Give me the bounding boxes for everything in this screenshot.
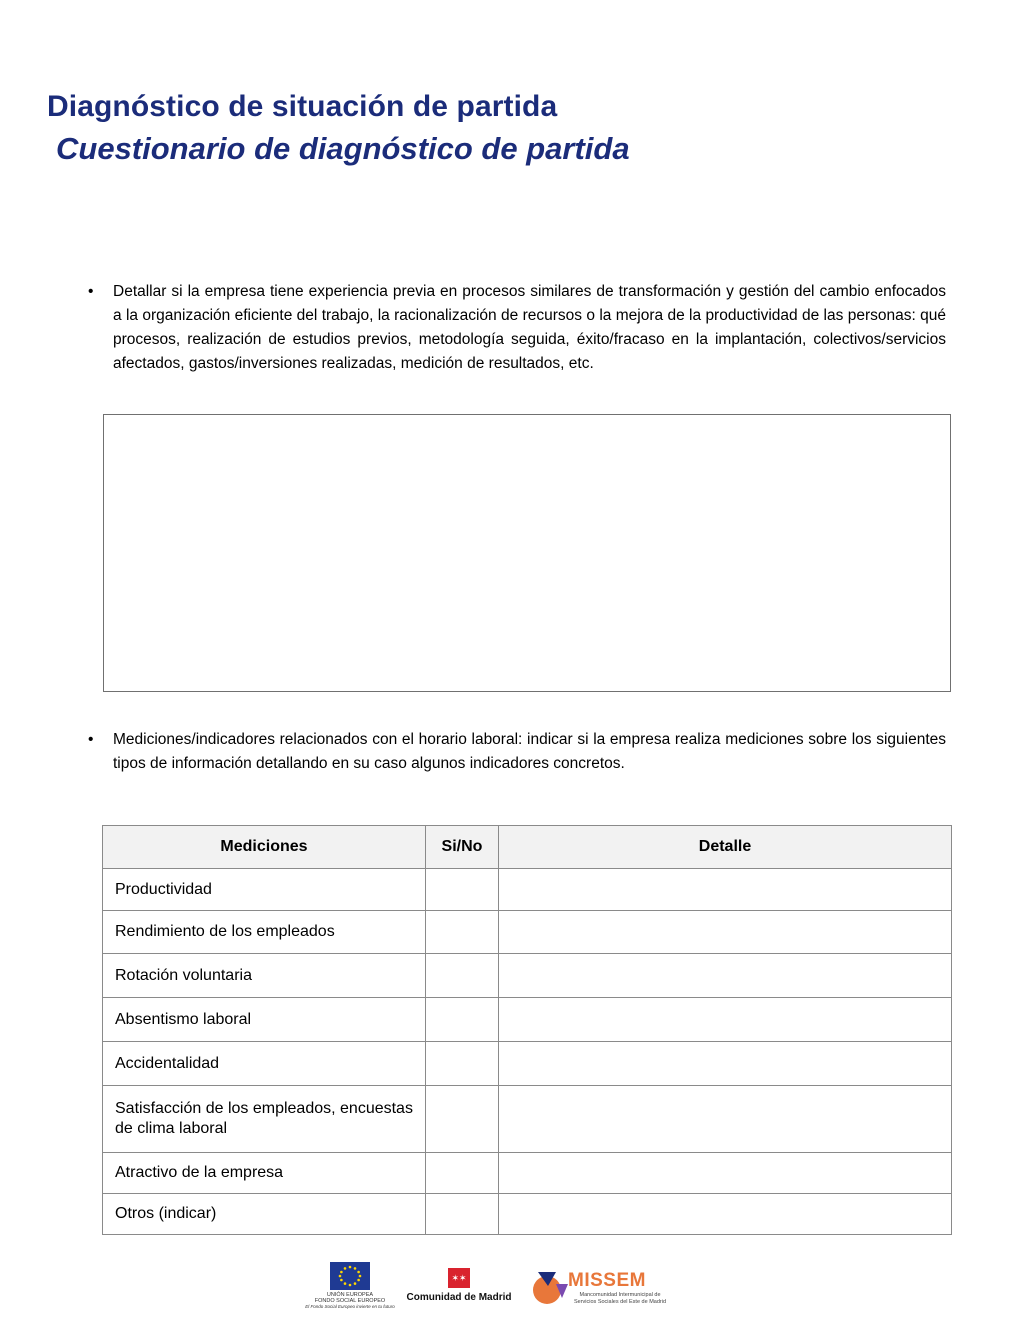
madrid-flag-icon: ✶✶ <box>448 1268 470 1288</box>
eu-logo-motto: El Fondo Social Europeo invierte en tu futuro <box>305 1304 395 1309</box>
comunidad-madrid-logo <box>398 1268 520 1303</box>
si-no-cell[interactable] <box>426 1194 499 1235</box>
detalle-cell[interactable] <box>499 998 952 1042</box>
row-label: Rendimiento de los empleados <box>103 911 426 954</box>
detalle-cell[interactable] <box>499 869 952 911</box>
si-no-cell[interactable] <box>426 954 499 998</box>
table-row <box>103 1042 952 1086</box>
detalle-cell[interactable] <box>499 1194 952 1235</box>
bullet-mediciones <box>88 728 946 776</box>
eu-logo-line1: UNIÓN EUROPEA <box>326 1292 374 1298</box>
answer-text-box[interactable] <box>103 414 951 692</box>
table-row <box>103 869 952 911</box>
row-label: Otros (indicar) <box>103 1194 426 1235</box>
detalle-cell[interactable] <box>499 911 952 954</box>
si-no-cell[interactable] <box>426 1042 499 1086</box>
si-no-cell[interactable] <box>426 1086 499 1153</box>
row-label: Rotación voluntaria <box>103 954 426 998</box>
comunidad-madrid-text: Comunidad de Madrid <box>406 1292 512 1303</box>
eu-logo <box>305 1262 395 1310</box>
table-row <box>103 954 952 998</box>
si-no-cell[interactable] <box>426 911 499 954</box>
bullet-experiencia-previa <box>88 280 946 376</box>
si-no-cell[interactable] <box>426 998 499 1042</box>
missem-emblem-icon <box>530 1264 570 1314</box>
table-row <box>103 911 952 954</box>
bullet-text: Detallar si la empresa tiene experiencia previa en procesos similares de transformación y gestión del cambio enfocados a la organización eficiente del trabajo, la racionalización de recursos o la mejora de la productividad de las personas: qué procesos, realización de estudios previos, metodología seguida, éxito/fracaso en la implantación, colectivos/servicios afectados, gastos/inversiones realizadas, medición de resultados, etc. <box>113 283 946 372</box>
detalle-cell[interactable] <box>499 1042 952 1086</box>
table-row <box>103 998 952 1042</box>
header-detalle: Detalle <box>499 826 952 869</box>
eu-logo-line2: FONDO SOCIAL EUROPEO <box>314 1298 386 1304</box>
si-no-cell[interactable] <box>426 869 499 911</box>
eu-flag-icon <box>330 1262 370 1290</box>
header-si-no: Si/No <box>426 826 499 869</box>
row-label: Accidentalidad <box>103 1042 426 1086</box>
table-header-row <box>103 826 952 869</box>
row-label: Absentismo laboral <box>103 998 426 1042</box>
page-title: Diagnóstico de situación de partida <box>47 90 558 123</box>
mediciones-table <box>102 825 952 1235</box>
missem-text: MISSEM <box>568 1270 646 1291</box>
missem-subtitle: Mancomunidad Intermunicipal de Servicios Sociales del Este de Madrid <box>573 1292 666 1305</box>
footer-logos <box>305 1262 675 1317</box>
detalle-cell[interactable] <box>499 1153 952 1194</box>
missem-logo <box>530 1264 670 1316</box>
si-no-cell[interactable] <box>426 1153 499 1194</box>
header-mediciones: Mediciones <box>103 826 426 869</box>
bullet-text: Mediciones/indicadores relacionados con el horario laboral: indicar si la empresa realiza mediciones sobre los siguientes tipos de información detallando en su caso algunos indicadores concretos. <box>113 731 946 772</box>
row-label: Atractivo de la empresa <box>103 1153 426 1194</box>
detalle-cell[interactable] <box>499 954 952 998</box>
bullet-marker: • <box>88 731 94 748</box>
table-row <box>103 1153 952 1194</box>
table-row <box>103 1086 952 1153</box>
page-subtitle: Cuestionario de diagnóstico de partida <box>56 131 630 166</box>
table-row <box>103 1194 952 1235</box>
detalle-cell[interactable] <box>499 1086 952 1153</box>
row-label: Satisfacción de los empleados, encuestas de clima laboral <box>103 1086 426 1153</box>
bullet-marker: • <box>88 283 94 300</box>
row-label: Productividad <box>103 869 426 911</box>
